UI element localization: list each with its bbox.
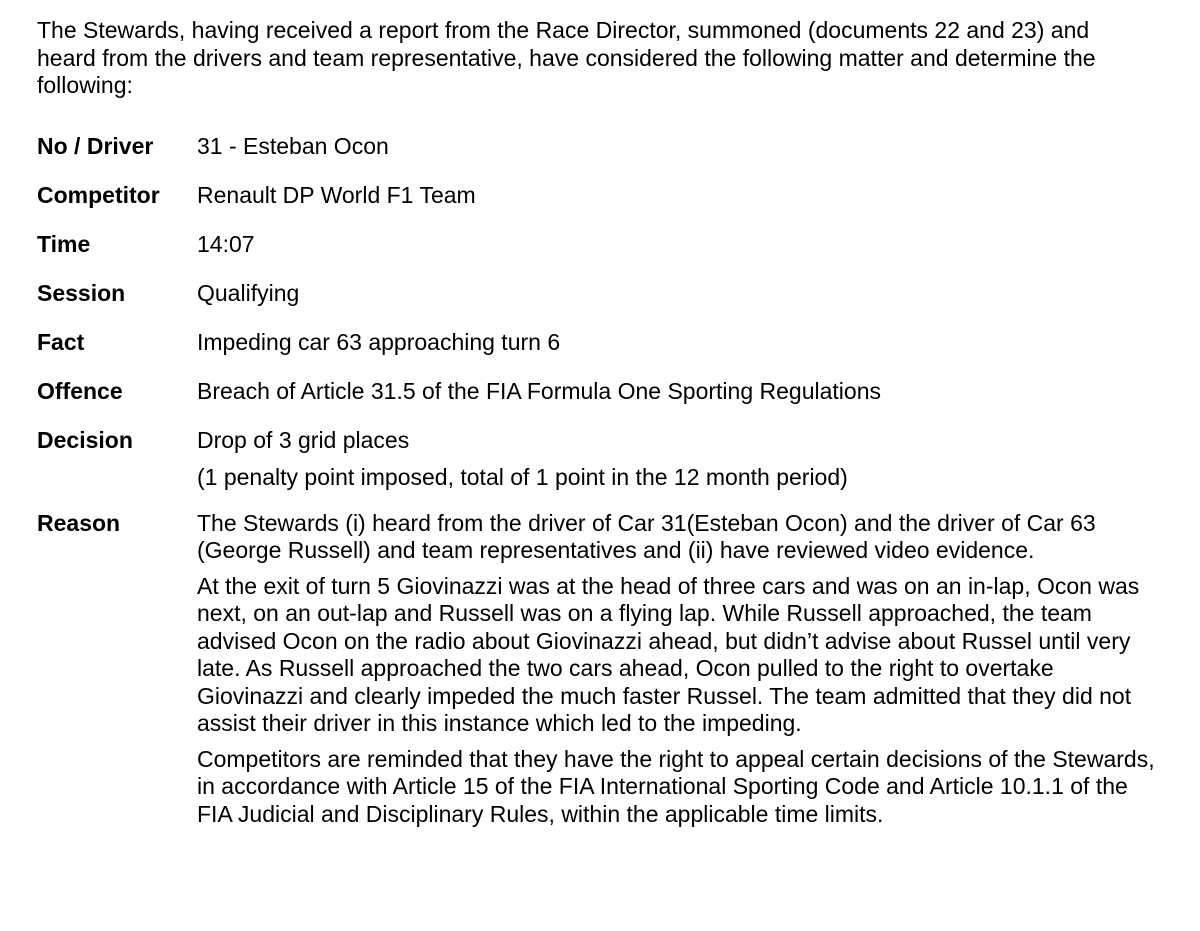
competitor-row (37, 179, 1160, 212)
fact-value: Impeding car 63 approaching turn 6 (197, 328, 561, 355)
time-value: 14:07 (197, 230, 255, 257)
offence-value: Breach of Article 31.5 of the FIA Formula One Sporting Regulations (197, 377, 881, 404)
penalty-points-note: (1 penalty point imposed, total of 1 point in the 12 month period) (197, 463, 848, 490)
offence-row (37, 375, 1160, 408)
time-row (37, 228, 1160, 261)
reason-row (37, 510, 1160, 837)
offence-label: Offence (37, 377, 123, 404)
fact-row (37, 326, 1160, 359)
session-row (37, 277, 1160, 310)
driver-label: No / Driver (37, 132, 154, 159)
reason-paragraph: The Stewards (i) heard from the driver of Car 31(Esteban Ocon) and the driver of Car 63 (George Russell) and team representatives and (ii) have reviewed video evidence. (197, 509, 1096, 563)
driver-value: 31 - Esteban Ocon (197, 132, 389, 159)
fact-label: Fact (37, 328, 85, 355)
driver-row (37, 130, 1160, 163)
decision-label: Decision (37, 426, 133, 453)
time-label: Time (37, 230, 91, 257)
decision-details (37, 130, 1160, 837)
decision-value: Drop of 3 grid places (197, 426, 410, 453)
decision-row (37, 424, 1160, 494)
reason-body (197, 510, 1160, 837)
decision-content (197, 424, 1160, 494)
reason-label: Reason (37, 509, 121, 536)
session-label: Session (37, 279, 126, 306)
reason-paragraph: At the exit of turn 5 Giovinazzi was at the head of three cars and was on an in-lap, Ocon was next, on an out-lap and Russell was on a flying lap. While Russell approached, the team advised Ocon on the radio about Giovinazzi ahead, but didn’t advise about Russel until very late. As Russell approached the two cars ahead, Ocon pulled to the right to overtake Giovinazzi and clearly impeded the much faster Russel. The team admitted that they did not assist their driver in this instance which led to the impeding. (197, 572, 1140, 736)
reason-paragraph: Competitors are reminded that they have the right to appeal certain decisions of the Stewards, in accordance with Article 15 of the FIA International Sporting Code and Article 10.1.1 of the FIA Judicial and Disciplinary Rules, within the applicable time limits. (197, 745, 1155, 827)
competitor-value: Renault DP World F1 Team (197, 181, 476, 208)
session-value: Qualifying (197, 279, 300, 306)
competitor-label: Competitor (37, 181, 160, 208)
intro-paragraph: The Stewards, having received a report from the Race Director, summoned (documents 22 and 23) and heard from the drivers and team representative, have considered the following matter and determine the following: (37, 17, 1096, 98)
